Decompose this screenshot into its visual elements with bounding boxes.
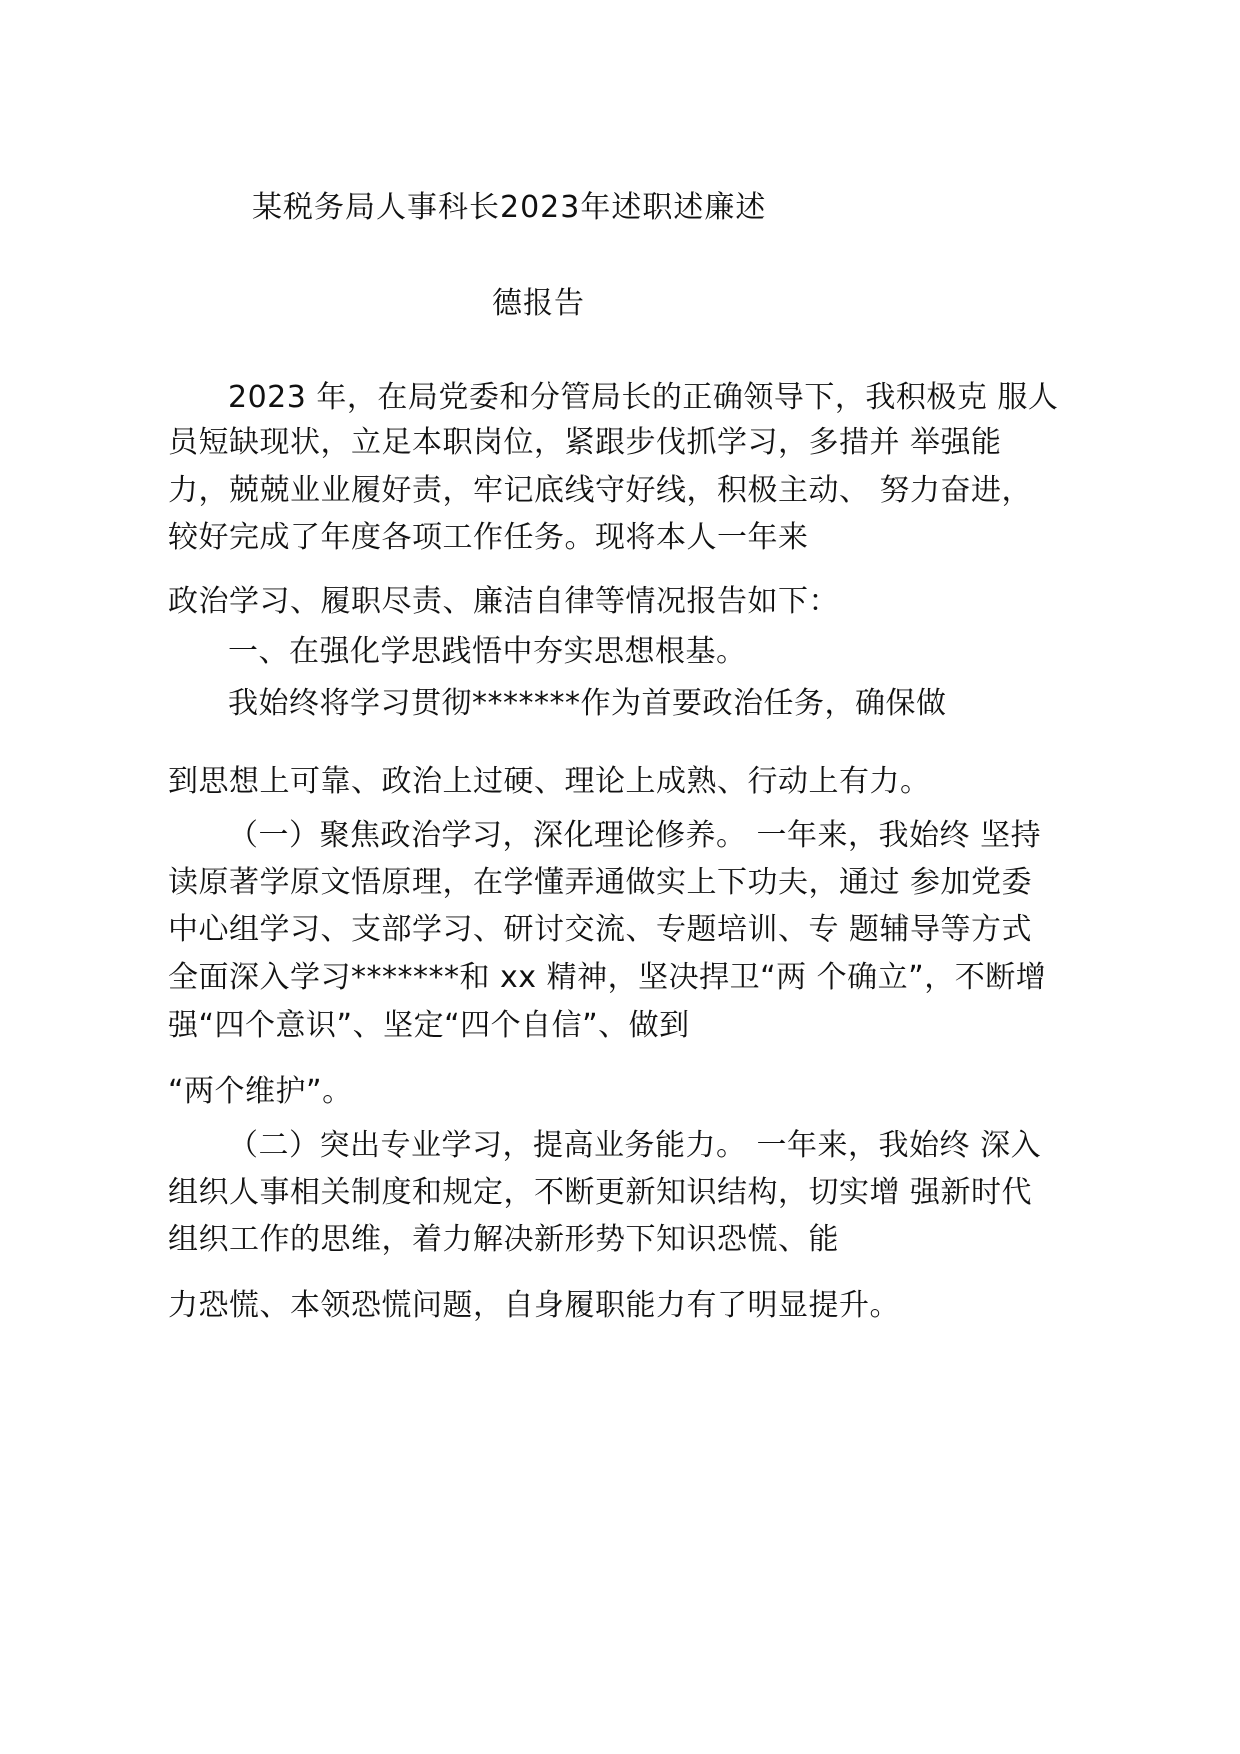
document-title-line-1: 某税务局人事科长2023年述职述廉述	[252, 190, 767, 225]
paragraph-line: 我始终将学习贯彻*******作为首要政治任务，确保做	[228, 686, 947, 721]
paragraph-line: 组织工作的思维，着力解决新形势下知识恐慌、能	[168, 1222, 839, 1257]
paragraph-line: 到思想上可靠、政治上过硬、理论上成熟、行动上有力。	[168, 764, 931, 799]
paragraph-line: 2023 年，在局党委和分管局长的正确领导下，我积极克 服人	[228, 380, 1059, 415]
document-title-line-2: 德报告	[492, 286, 585, 321]
paragraph-line: 员短缺现状，立足本职岗位，紧跟步伐抓学习，多措并 举强能	[168, 425, 1002, 460]
paragraph-line: 力恐慌、本领恐慌问题，自身履职能力有了明显提升。	[168, 1288, 900, 1323]
paragraph-line: “两个维护”。	[168, 1074, 353, 1109]
paragraph-line: 读原著学原文悟原理，在学懂弄通做实上下功夫，通过 参加党委	[168, 865, 1033, 900]
paragraph-line: 强“四个意识”、坚定“四个自信”、做到	[168, 1008, 690, 1043]
section-heading: 一、在强化学思践悟中夯实思想根基。	[228, 634, 747, 669]
paragraph-line: 全面深入学习*******和 xx 精神，坚决捍卫“两 个确立”，不断增	[168, 960, 1047, 995]
subsection-line: （二）突出专业学习，提高业务能力。 一年来，我始终 深入	[228, 1128, 1042, 1163]
paragraph-line: 力，兢兢业业履好责，牢记底线守好线，积极主动、 努力奋进，	[168, 473, 1033, 508]
paragraph-line: 中心组学习、支部学习、研讨交流、专题培训、专 题辅导等方式	[168, 912, 1033, 947]
paragraph-line: 较好完成了年度各项工作任务。现将本人一年来	[168, 520, 809, 555]
paragraph-line: 政治学习、履职尽责、廉洁自律等情况报告如下：	[168, 584, 839, 619]
subsection-line: （一）聚焦政治学习，深化理论修养。 一年来，我始终 坚持	[228, 818, 1042, 853]
paragraph-line: 组织人事相关制度和规定，不断更新知识结构，切实增 强新时代	[168, 1175, 1033, 1210]
